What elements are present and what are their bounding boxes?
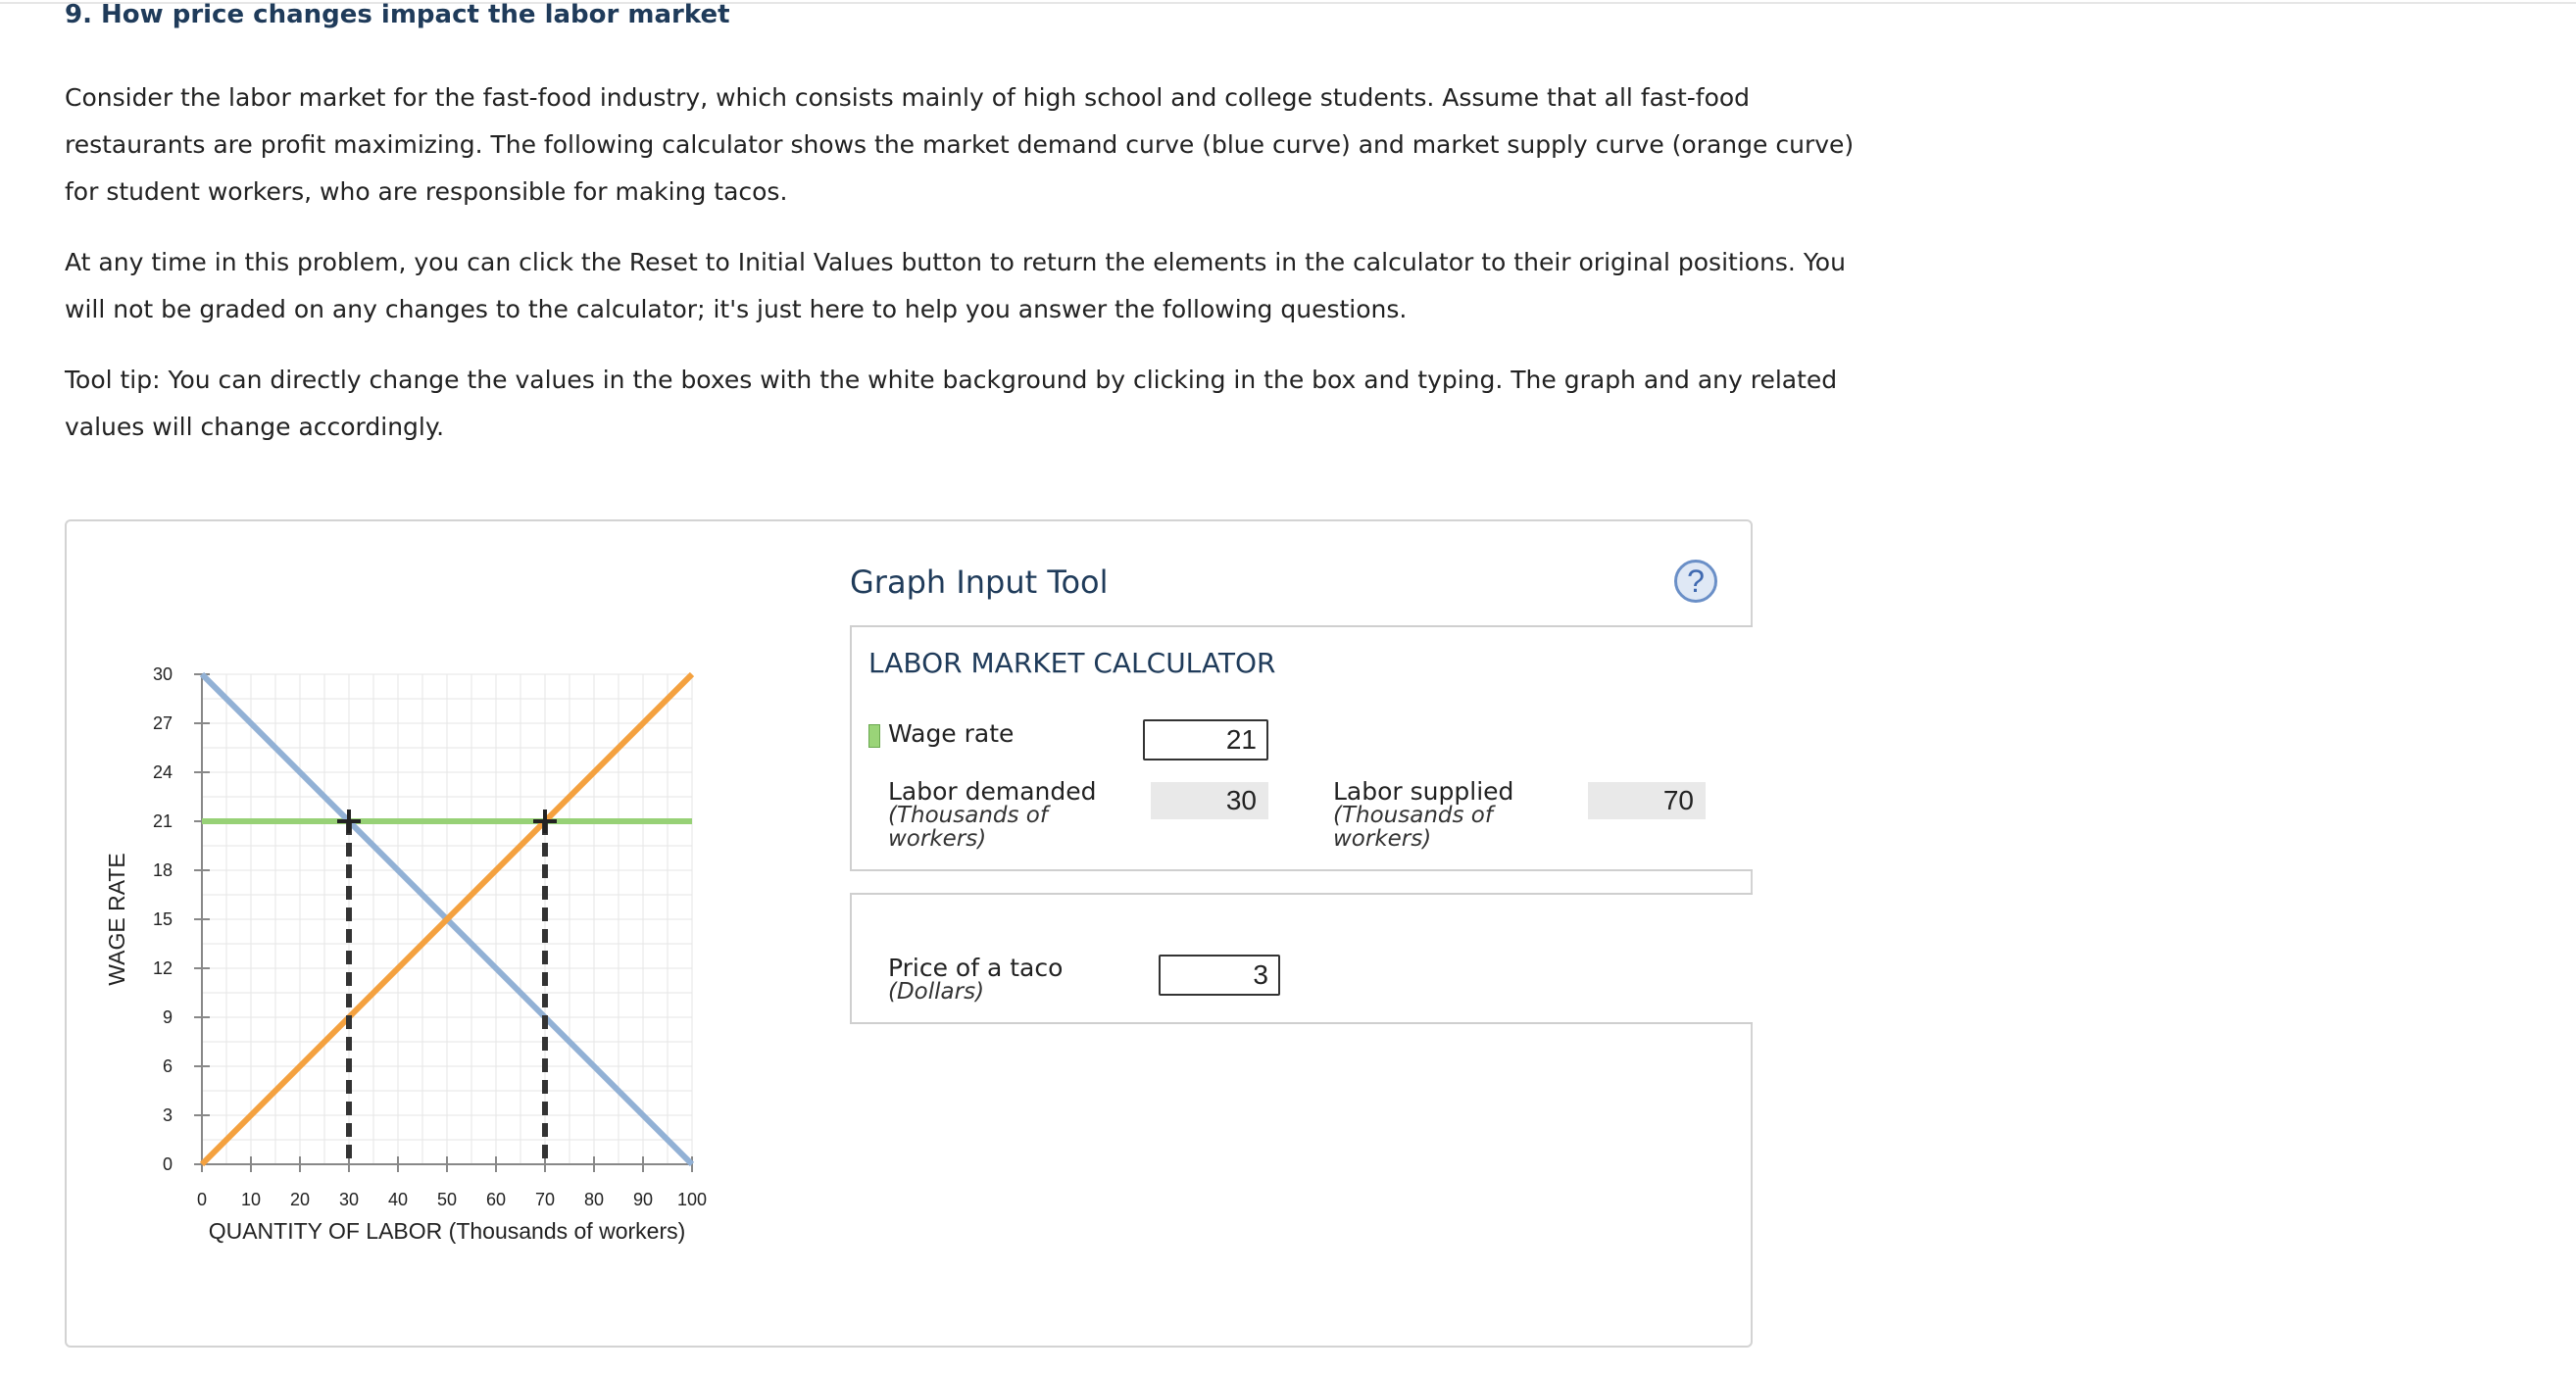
labor-supplied-label: Labor supplied (1333, 777, 1514, 806)
x-tick-label: 90 (632, 1190, 654, 1209)
help-icon[interactable]: ? (1674, 560, 1717, 603)
labor-demanded-unit-line2: workers) (888, 826, 987, 852)
x-axis-title: QUANTITY OF LABOR (Thousands of workers) (208, 1218, 686, 1244)
labor-demanded-label: Labor demanded (888, 777, 1097, 806)
paragraph-intro: Consider the labor market for the fast-food industry, which consists mainly of high school and college students. Assume that all fast-food restaurants are profit maximizing. The following calculator shows the market demand curve (blue curve) and market supply curve (orange curve) for student workers, who are responsible for making tacos. (65, 83, 1855, 206)
y-tick-label: 27 (152, 713, 173, 733)
wage-legend-swatch (868, 724, 880, 748)
y-tick-label: 21 (152, 811, 173, 831)
x-tick-label: 40 (387, 1190, 409, 1209)
labor-supplied-value: 70 (1588, 782, 1706, 819)
labor-supplied-unit-line2: workers) (1333, 826, 1432, 852)
y-tick-label: 30 (152, 664, 173, 684)
x-tick-label: 80 (583, 1190, 605, 1209)
calculator-title: LABOR MARKET CALCULATOR (868, 647, 1276, 679)
y-tick-label: 15 (152, 909, 173, 929)
graph-tool-title: Graph Input Tool (850, 564, 1109, 601)
y-tick-label: 9 (162, 1007, 173, 1027)
paragraph-reset-note: At any time in this problem, you can click the Reset to Initial Values button to return the elements in the calculator to their original positions. You will not be graded on any changes to the calculator; it's just here to help you answer the following questions. (65, 248, 1846, 323)
y-tick-label: 3 (162, 1105, 173, 1125)
labor-supplied-unit-line1: (Thousands of (1333, 803, 1493, 828)
y-axis-title: WAGE RATE (104, 853, 129, 986)
paragraph-tool-tip: Tool tip: You can directly change the values in the boxes with the white background by clicking in the box and typing. The graph and any related values will change accordingly. (65, 366, 1838, 441)
x-tick-label: 30 (338, 1190, 360, 1209)
labor-market-graph[interactable] (94, 647, 741, 1254)
labor-demanded-unit-line1: (Thousands of (888, 803, 1048, 828)
x-tick-label: 10 (240, 1190, 262, 1209)
question-title: 9. How price changes impact the labor market (65, 0, 730, 29)
y-tick-label: 18 (152, 860, 173, 880)
wage-rate-label: Wage rate (888, 719, 1015, 748)
question-text (65, 74, 1858, 474)
taco-price-unit: (Dollars) (888, 979, 985, 1005)
y-tick-label: 12 (152, 958, 173, 978)
x-tick-label: 20 (289, 1190, 311, 1209)
labor-demanded-value: 30 (1151, 782, 1268, 819)
x-tick-label: 50 (436, 1190, 458, 1209)
y-tick-label: 6 (162, 1056, 173, 1076)
taco-price-label: Price of a taco (888, 954, 1064, 982)
x-tick-label: 0 (196, 1190, 208, 1209)
price-calculator (850, 893, 1753, 1024)
wage-rate-input[interactable]: 21 (1143, 719, 1268, 761)
y-tick-label: 24 (152, 762, 173, 782)
taco-price-input[interactable]: 3 (1159, 955, 1280, 996)
x-tick-label: 100 (676, 1190, 708, 1209)
labor-market-calculator (850, 625, 1753, 871)
x-tick-label: 60 (485, 1190, 507, 1209)
x-tick-label: 70 (534, 1190, 556, 1209)
y-tick-label: 0 (162, 1154, 173, 1174)
